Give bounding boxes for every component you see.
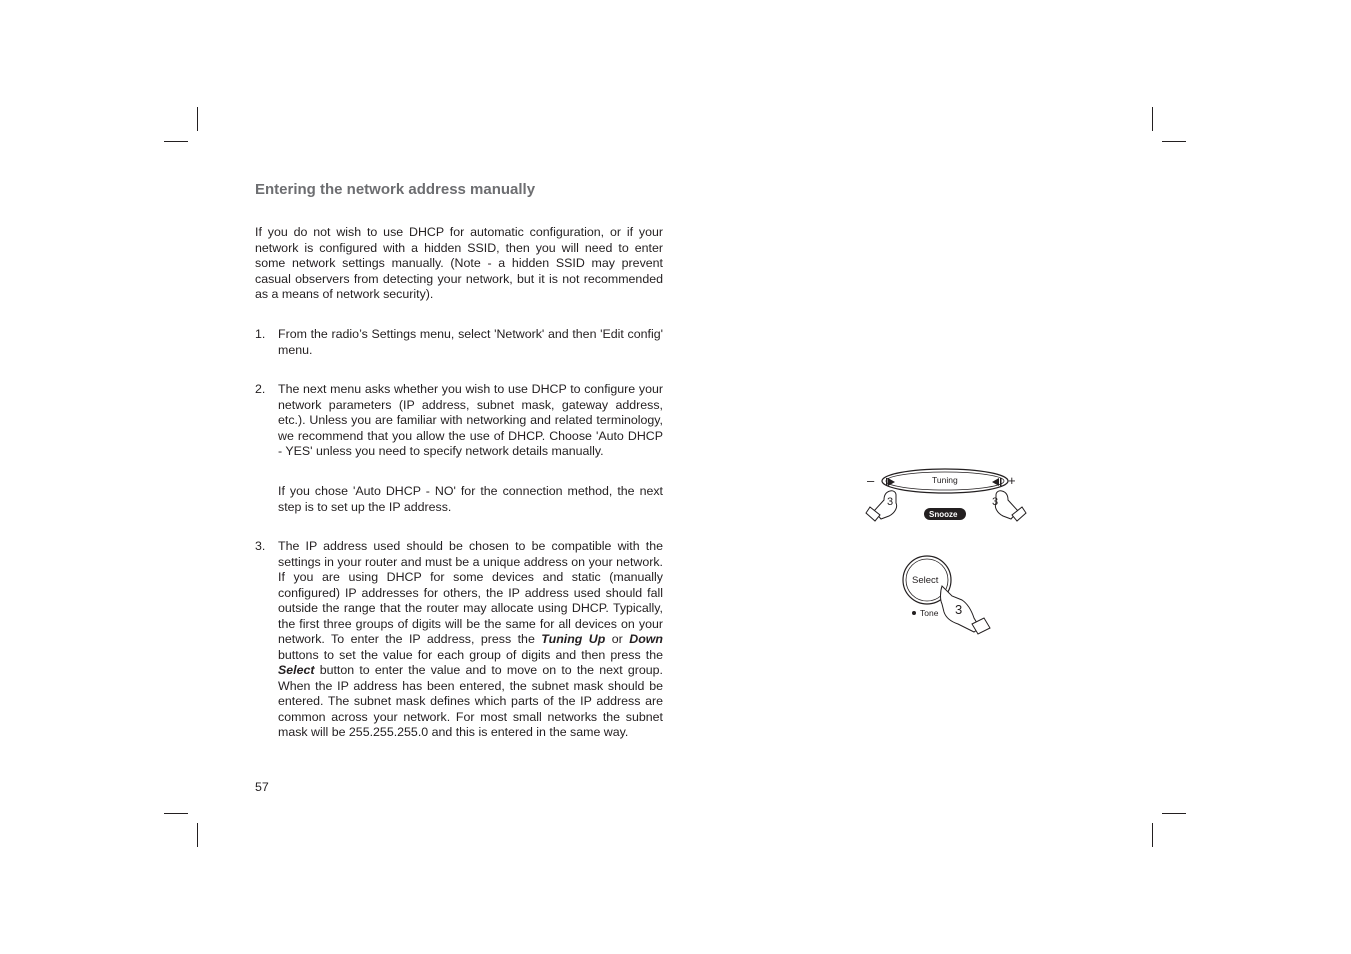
bullet-icon: [912, 611, 916, 615]
crop-mark: [164, 813, 188, 814]
crop-mark: [1152, 107, 1153, 131]
hand-icon: [995, 491, 1026, 521]
step-badge: 3: [955, 602, 963, 617]
crop-mark: [197, 107, 198, 131]
crop-mark: [1152, 823, 1153, 847]
select-label: Select: [278, 663, 315, 677]
step-number: 2.: [255, 382, 266, 396]
step-text: From the radio’s Settings menu, select 'Network' and then 'Edit config' menu.: [278, 327, 663, 357]
step-2-note: [255, 484, 663, 515]
step-text: The next menu asks whether you wish to use DHCP to configure your network parameters (IP address, subnet mask, gateway address, etc.). Unless you are familiar with networking and related terminology, we recommend that you allow the use of DHCP. Choose 'Auto DHCP - YES' unless you need to specify network details manually.: [278, 382, 663, 458]
select-button-illustration: [900, 552, 1000, 637]
step-number: 1.: [255, 327, 266, 341]
plus-sign: +: [1008, 473, 1016, 488]
page-number: 57: [255, 780, 269, 794]
intro-paragraph: If you do not wish to use DHCP for automatic configuration, or if your network is configured with a hidden SSID, then you will need to enter some network settings manually. (Note - a hidden SSID may prevent casual observers from detecting your network, but it is not recommended as a means of network security).: [255, 225, 663, 301]
crop-mark: [1162, 141, 1186, 142]
tuning-buttons-illustration: [862, 455, 1032, 530]
step-text: If you chose 'Auto DHCP - NO' for the connection method, the next step is to set up the IP address.: [278, 484, 663, 514]
tuning-up-label: Tuning Up: [541, 632, 606, 646]
tuning-label: Tuning: [932, 475, 958, 485]
step-badge: 3: [887, 496, 894, 508]
step-badge: 3: [992, 496, 999, 508]
crop-mark: [164, 141, 188, 142]
step-text: The IP address used should be chosen to be compatible with the settings in your router and must be a unique address on your network. If you are using DHCP for some devices and static (manually configured) IP addresses for others, the IP address used should fall outside the range that the router may allocate using DHCP. Typically, the first three groups of digits will be the same for all devices on your network. To enter the IP address, press the Tuning Up or Down buttons to set the value for each group of digits and then press the Select button to enter the value and to move on to the next group. When the IP address has been entered, the subnet mask should be entered. The subnet mask defines which parts of the IP address are common across your network. For most small networks the subnet mask will be 255.255.255.0 and this is entered in the same way.: [278, 539, 663, 739]
crop-mark: [197, 823, 198, 847]
crop-mark: [1162, 813, 1186, 814]
select-button-label: Select: [912, 575, 939, 586]
hand-icon: [941, 586, 991, 634]
page-title: Entering the network address manually: [255, 181, 536, 198]
step-1: [255, 327, 663, 358]
step-2: [255, 382, 663, 460]
step-3: [255, 539, 663, 741]
tone-label: Tone: [920, 608, 939, 618]
minus-sign: –: [867, 473, 875, 488]
snooze-label: Snooze: [929, 510, 958, 519]
step-number: 3.: [255, 539, 266, 553]
down-label: Down: [629, 632, 663, 646]
